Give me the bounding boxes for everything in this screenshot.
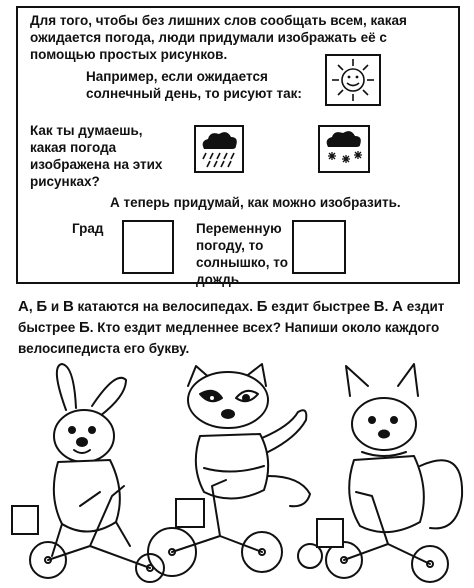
example-text: Например, если ожидается солнечный день, то рисуют так: <box>86 69 302 101</box>
squirrel-on-bike <box>326 364 462 582</box>
answer-box-bunny[interactable] <box>11 505 39 535</box>
snow-cloud-icon <box>318 125 370 173</box>
question-text: Как ты думаешь, какая погода изображена на этих рисунках? <box>30 123 163 189</box>
mixed-weather-label: Переменную погоду, то солнышко, то дождь <box>196 221 288 287</box>
letter-a: А <box>18 298 29 315</box>
rain-cloud-icon <box>194 125 244 173</box>
answer-box-squirrel[interactable] <box>316 518 344 548</box>
sun-icon <box>325 54 381 106</box>
raccoon-on-bike <box>148 364 322 576</box>
cyclists-illustration <box>0 356 474 588</box>
invent-text: А теперь придумай, как можно изобразить. <box>110 195 401 210</box>
hail-label: Град <box>72 221 104 236</box>
riddle-text: А, Б и В катаются на велосипедах. Б ездит быстрее В. А ездит быстрее Б. Кто ездит медленнее всех? Напиши около каждого велосипедиста его букву. <box>18 298 445 356</box>
hail-drawing-box[interactable] <box>122 220 174 274</box>
mixed-weather-drawing-box[interactable] <box>292 220 346 274</box>
answer-box-raccoon[interactable] <box>175 498 205 528</box>
letter-b: Б <box>36 298 48 315</box>
letter-v: В <box>62 298 74 315</box>
bunny-on-bike <box>30 364 164 582</box>
intro-text: Для того, чтобы без лишних слов сообщать всем, какая ожидается погода, люди придумали изображать её с помощью простых рисунков. <box>30 13 407 62</box>
